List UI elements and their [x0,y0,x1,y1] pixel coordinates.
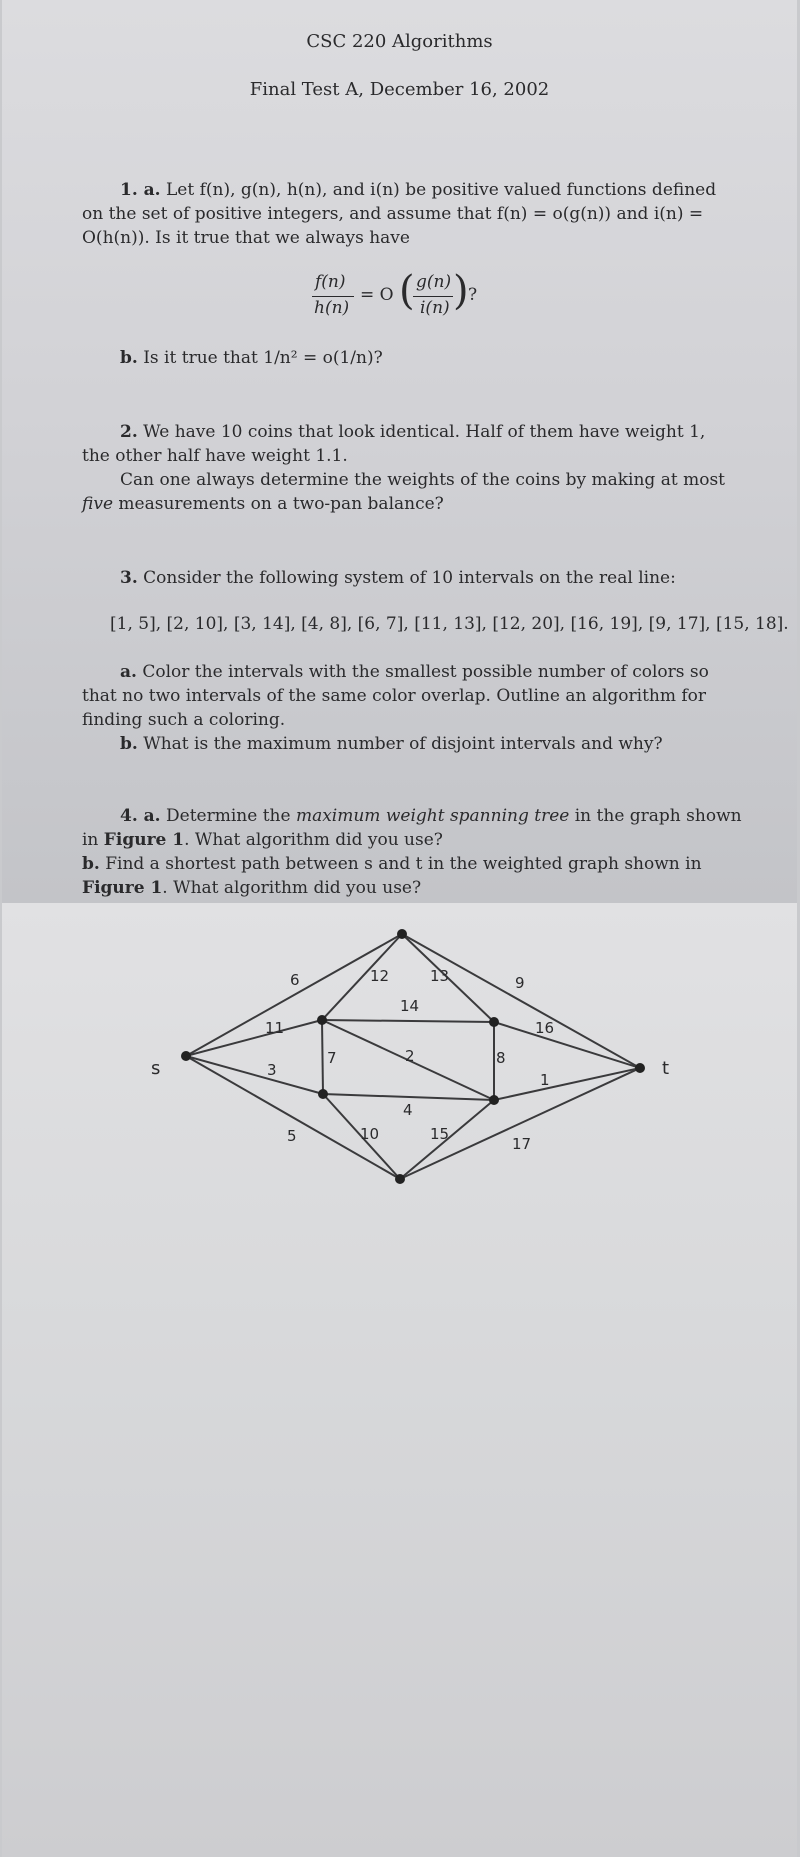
formula-right-bar [413,296,453,297]
f1-node-b [318,1089,328,1099]
f1-w-12: 12 [370,967,390,985]
q4-number: 4. a. [120,806,161,826]
q4b-line1 [82,852,702,876]
q2-line3: Can one always determine the weights of the coins by making at most [120,470,725,490]
q4a2-fig: Figure 1 [103,830,185,850]
f1-node-s [181,1051,191,1061]
q2-em: five [82,494,114,514]
f1-w-3: 3 [267,1061,277,1079]
f1-w-17: 17 [512,1135,532,1153]
page-top [2,0,797,903]
q1-number: 1. a. [120,180,161,200]
page-bottom [2,903,797,1857]
f1-w-10: 10 [360,1125,380,1143]
q4a-em: maximum weight spanning tree [295,806,570,826]
q3a-label: a. [120,662,137,682]
q3-intro: Consider the following system of 10 intervals on the real line: [143,568,676,588]
q4a-post: in the graph shown [574,806,742,826]
q2-line1 [120,420,705,444]
f1-w-14: 14 [400,997,420,1015]
q2-line4 [82,492,444,516]
q2-number: 2. [120,422,138,442]
formula-end: ? [468,285,478,305]
f1-label-s: s [151,1058,161,1079]
f1-node-d [489,1095,499,1105]
f1-node-c [489,1017,499,1027]
q3a-line1 [120,660,709,684]
f1-w-6: 6 [290,971,300,989]
q4b2-post: . What algorithm did you use? [162,878,422,898]
formula-left-num: f(n) [315,272,346,292]
q1-line3: O(h(n)). Is it true that we always have [82,228,410,248]
f1-w-8: 8 [496,1049,506,1067]
q4a2-pre: in [82,830,99,850]
q3b [120,732,663,756]
q3-number: 3. [120,568,138,588]
f1-label-t: t [662,1058,670,1079]
q4a-pre: Determine the [166,806,291,826]
q2-line2: the other half have weight 1.1. [82,446,348,466]
q3b-text: What is the maximum number of disjoint intervals and why? [143,734,663,754]
q1b-text: Is it true that 1/n² = o(1/n)? [143,348,383,368]
formula-right-num: g(n) [416,272,452,292]
f1-w-15: 15 [430,1125,450,1143]
f1-node-t [635,1063,645,1073]
figure1-graph [2,903,797,1857]
q1b [120,346,383,370]
q4b-line2 [82,876,421,900]
f1-w-2: 2 [405,1047,415,1065]
f1-node-a [317,1015,327,1025]
q3-line1 [120,566,676,590]
q4b2-fig: Figure 1 [82,878,163,898]
q2-text4: measurements on a two-pan balance? [118,494,444,514]
q4b-label: b. [82,854,100,874]
test-title: Final Test A, December 16, 2002 [249,79,550,100]
f1-w-9: 9 [515,974,525,992]
q1-line1 [120,178,716,202]
formula-mid: = O [360,285,394,305]
q4a-line1 [120,804,742,828]
q1-line2: on the set of positive integers, and assume that f(n) = o(g(n)) and i(n) = [82,204,704,224]
q4a-line2 [82,828,443,852]
f1-node-bottom [395,1174,405,1184]
f1-node-top [397,929,407,939]
formula-left-bar [312,296,354,297]
q2-text1: We have 10 coins that look identical. Half of them have weight 1, [143,422,706,442]
f1-w-16: 16 [535,1019,555,1037]
q3a-line3: finding such a coloring. [82,710,286,730]
f1-w-11: 11 [265,1019,285,1037]
formula-left-den: h(n) [314,298,350,318]
q3a-text1: Color the intervals with the smallest possible number of colors so [142,662,709,682]
formula-paren-close: ) [453,268,469,314]
q1-text1: Let f(n), g(n), h(n), and i(n) be positive valued functions defined [166,180,717,200]
q3-intervals: [1, 5], [2, 10], [3, 14], [4, 8], [6, 7], [11, 13], [12, 20], [16, 19], [9, 17], [15, 18]. [110,614,789,634]
formula-right-den: i(n) [420,298,450,318]
q1b-label: b. [120,348,138,368]
f1-w-7: 7 [327,1049,337,1067]
f1-w-13: 13 [430,967,450,985]
f1-w-4: 4 [403,1101,413,1119]
figure1-labels [151,967,669,1153]
q4a2-post: . What algorithm did you use? [184,830,443,850]
f1-w-1: 1 [540,1071,550,1089]
q4b-text1: Find a shortest path between s and t in the weighted graph shown in [105,854,702,874]
q3b-label: b. [120,734,138,754]
course-title: CSC 220 Algorithms [306,31,493,52]
q3a-line2: that no two intervals of the same color overlap. Outline an algorithm for [82,686,707,706]
formula-paren-open: ( [399,268,415,314]
f1-w-5: 5 [287,1127,297,1145]
